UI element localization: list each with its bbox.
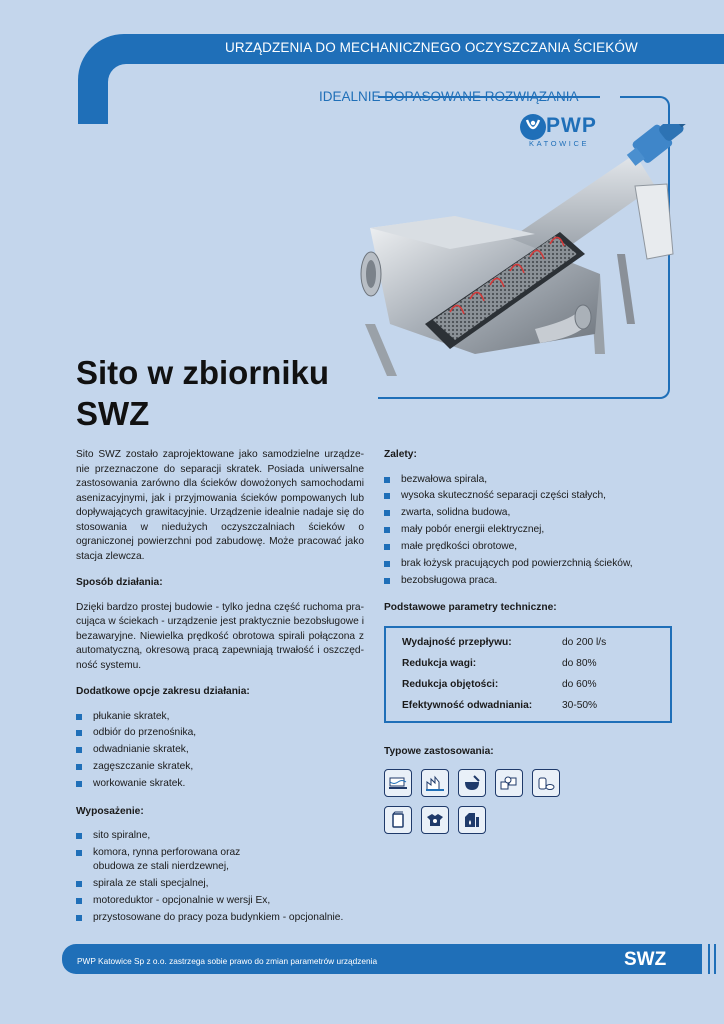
footer-product-code: SWZ <box>624 949 667 970</box>
intro-paragraph: Sito SWZ zostało zaprojektowane jako samodzielne urządze-nie przeznaczone do separacji skratek. Posiada uniwersalne zastosowania zarówno dla ścieków dowożonych samochodami asenizacyjnymi, jak i przyjmowania ścieków pompowanych lub dopływających grawitacyjnie. Urządzenie idealnie nadaje się do stosowania w niedużych oczyszczalniach ścieków o ograniczonej powierzchni pod zabudowę. Może pracować jako stacja zlewcza. <box>76 449 364 562</box>
paper-industry-icon <box>384 769 412 797</box>
logo-city: KATOWICE <box>529 139 590 148</box>
food-industry-icon <box>458 769 486 797</box>
list-item: zwarta, solidna budowa, <box>384 506 674 521</box>
list-item: komora, rynna perforowana oraz obudowa ze stali nierdzewnej, <box>76 846 364 875</box>
pipe-stripe <box>78 103 108 105</box>
param-label: Redukcja objętości: <box>402 679 499 691</box>
list-item: motoreduktor - opcjonalnie w wersji Ex, <box>76 894 364 909</box>
list-item: bezwałowa spirala, <box>384 473 674 488</box>
param-label: Efektywność odwadniania: <box>402 700 533 712</box>
applications-icons <box>384 769 674 834</box>
header-subtitle: IDEALNIE DOPASOWANE ROZWIĄZANIA <box>319 89 579 104</box>
list-item: brak łożysk pracujących pod powierzchnią ścieków, <box>384 557 674 572</box>
pipe-stripe <box>78 108 108 110</box>
right-column <box>384 448 674 834</box>
petrochemical-industry-icon <box>458 806 486 834</box>
table-row <box>402 633 670 654</box>
applications-heading: Typowe zastosowania: <box>384 745 494 757</box>
screen-machine-illustration <box>355 124 695 386</box>
list-item: przystosowane do pracy poza budynkiem - opcjonalnie. <box>76 911 364 926</box>
operation-paragraph: Dzięki bardzo prostej budowie - tylko jedna część ruchoma pra-cująca w ściekach - urządzenie jest praktycznie bezobsługowe i bezawaryjne. Niewielka prędkość obrotowa spirali połączona z automatyczną, okresową pracą zapewniają trwałość i oszczęd-ność systemu. <box>76 601 364 671</box>
list-item: workowanie skratek. <box>76 777 364 792</box>
canning-industry-icon <box>532 769 560 797</box>
advantages-heading: Zalety: <box>384 449 417 460</box>
param-value: do 200 l/s <box>562 637 607 649</box>
params-table <box>384 626 672 723</box>
logo-name: PWP <box>546 114 597 137</box>
list-item: odwadnianie skratek, <box>76 743 364 758</box>
table-row <box>402 675 670 696</box>
list-item: małe prędkości obrotowe, <box>384 540 674 555</box>
left-column <box>76 448 364 939</box>
header-title: URZĄDZENIA DO MECHANICZNEGO OCZYSZCZANIA ŚCIEKÓW <box>225 40 638 55</box>
list-item: spirala ze stali specjalnej, <box>76 877 364 892</box>
equipment-list <box>76 829 364 926</box>
param-label: Redukcja wagi: <box>402 658 477 670</box>
pipe-stripe <box>78 113 108 115</box>
footer-stripe <box>708 944 710 974</box>
param-value: do 60% <box>562 679 597 691</box>
list-item: płukanie skratek, <box>76 710 364 725</box>
beverage-industry-icon <box>384 806 412 834</box>
meat-industry-icon <box>495 769 523 797</box>
list-item: odbiór do przenośnika, <box>76 726 364 741</box>
operation-heading: Sposób działania: <box>76 577 163 588</box>
equipment-heading: Wyposażenie: <box>76 805 144 817</box>
param-value: do 80% <box>562 658 597 670</box>
params-heading: Podstawowe parametry techniczne: <box>384 602 557 614</box>
list-item: mały pobór energii elektrycznej, <box>384 523 674 538</box>
list-item: sito spiralne, <box>76 829 364 844</box>
table-row <box>402 654 670 675</box>
chemical-industry-icon <box>421 769 449 797</box>
footer-note: PWP Katowice Sp z o.o. zastrzega sobie prawo do zmian parametrów urządzenia <box>77 956 378 966</box>
advantages-list <box>384 473 674 589</box>
list-item: wysoka skuteczność separacji części stałych, <box>384 489 674 504</box>
param-value: 30-50% <box>562 700 598 712</box>
product-title: Sito w zbiorniku SWZ <box>76 354 329 432</box>
options-list <box>76 710 364 792</box>
options-heading: Dodatkowe opcje zakresu działania: <box>76 686 250 697</box>
list-item: bezobsługowa praca. <box>384 574 674 589</box>
table-row <box>402 696 670 717</box>
param-label: Wydajność przepływu: <box>402 637 512 649</box>
header-pipe-inner <box>108 64 128 124</box>
tannery-industry-icon <box>421 806 449 834</box>
footer-stripe <box>714 944 716 974</box>
list-item: zagęszczanie skratek, <box>76 760 364 775</box>
